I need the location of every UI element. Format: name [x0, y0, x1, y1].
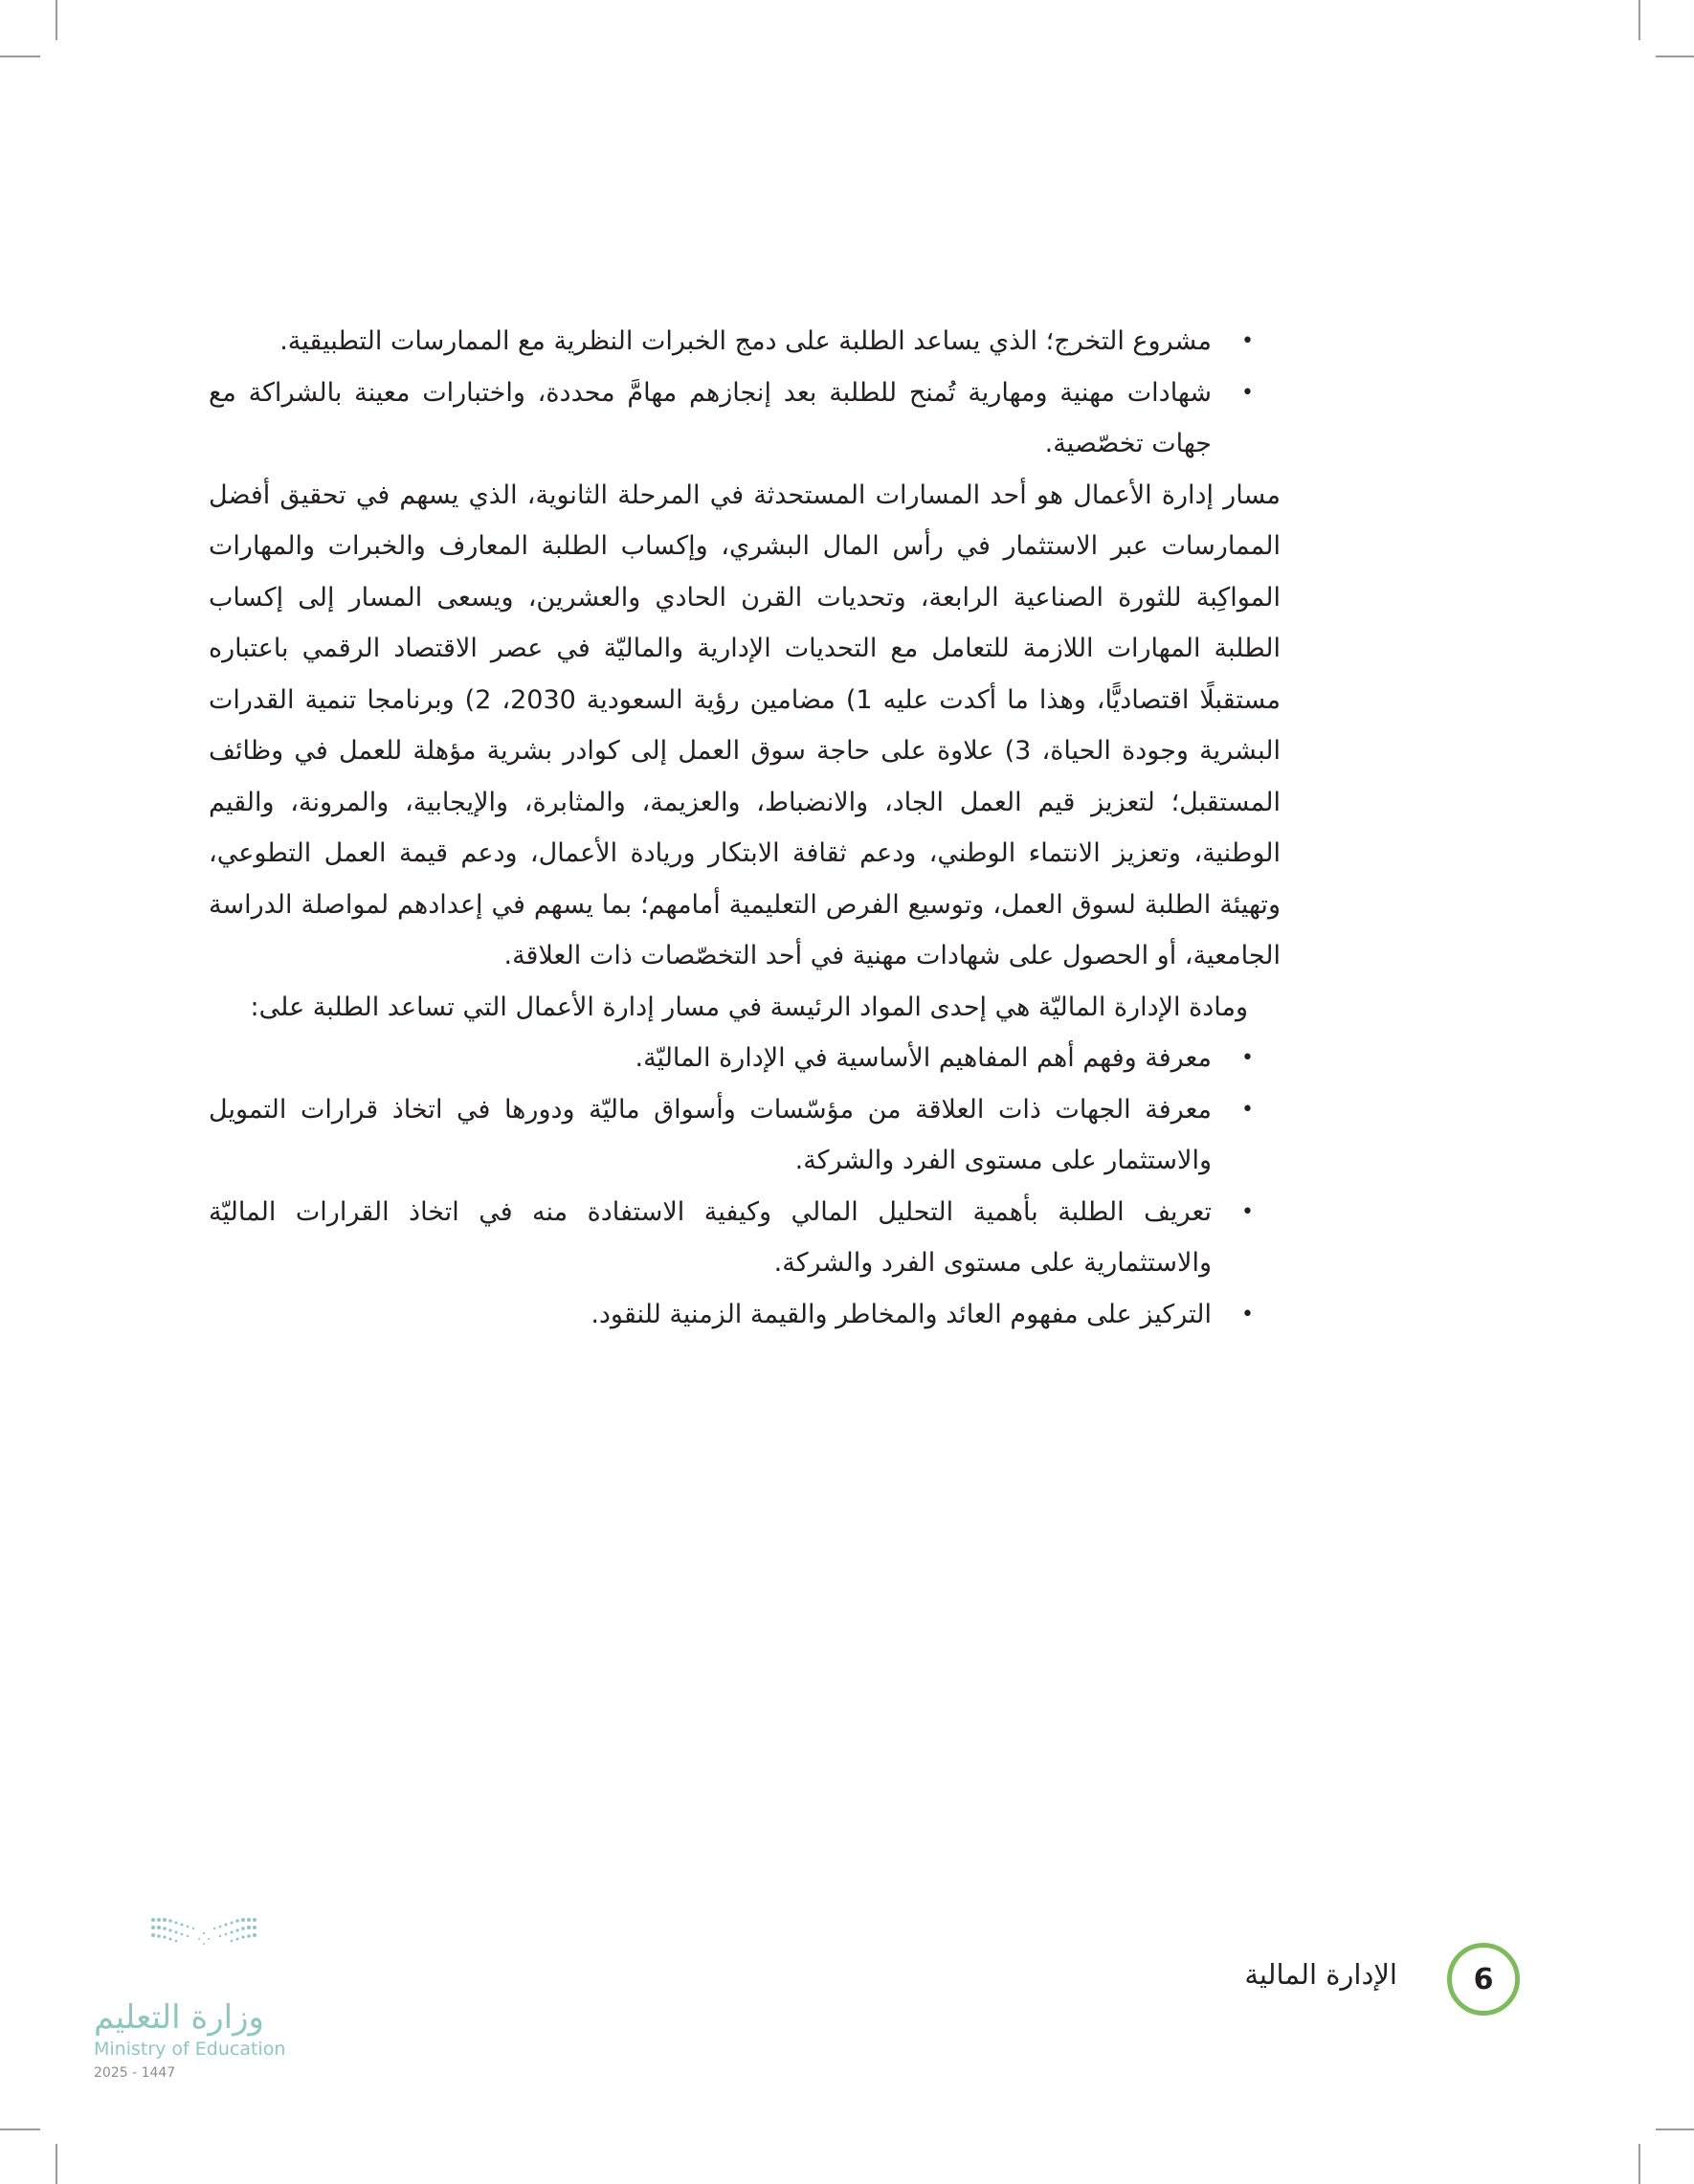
crop-mark-bottom-right-h	[1656, 2128, 1694, 2130]
bullet-icon: •	[1241, 329, 1254, 353]
bottom-bullet-list	[209, 1033, 1281, 1340]
bullet-icon: •	[1241, 1046, 1254, 1070]
logo-year-text: 2025 - 1447	[94, 2065, 176, 2081]
page-number: 6	[1447, 1943, 1520, 2016]
logo-english-text: Ministry of Education	[94, 2039, 286, 2060]
list-item: • معرفة الجهات ذات العلاقة من مؤسّسات وأسواق ماليّة ودورها في اتخاذ قرارات التمويل والاستثمار على مستوى الفرد والشركة.	[209, 1084, 1281, 1187]
crop-mark-bottom-right-v	[1638, 2144, 1640, 2184]
crop-mark-bottom-left-h	[0, 2128, 40, 2130]
page-body	[209, 316, 1281, 1340]
logo-arabic-text: وزارة التعليم	[94, 1998, 264, 2037]
list-item: • التركيز على مفهوم العائد والمخاطر والقيمة الزمنية للنقود.	[209, 1289, 1281, 1341]
bullet-icon: •	[1241, 1097, 1254, 1122]
list-item: • مشروع التخرج؛ الذي يساعد الطلبة على دمج الخبرات النظرية مع الممارسات التطبيقية.	[209, 316, 1281, 368]
crop-mark-bottom-left-v	[56, 2144, 57, 2184]
bullet-icon: •	[1241, 1199, 1254, 1224]
list-item: • تعريف الطلبة بأهمية التحليل المالي وكيفية الاستفادة منه في اتخاذ القرارات الماليّة والاستثمارية على مستوى الفرد والشركة.	[209, 1187, 1281, 1289]
crop-mark-top-left-h	[0, 56, 40, 57]
crop-mark-top-left-v	[56, 0, 57, 40]
crop-mark-top-right-v	[1638, 0, 1640, 40]
subject-paragraph: ومادة الإدارة الماليّة هي إحدى المواد الرئيسة في مسار إدارة الأعمال التي تساعد الطلبة على:	[250, 992, 1248, 1022]
list-item: • معرفة وفهم أهم المفاهيم الأساسية في الإدارة الماليّة.	[209, 1033, 1281, 1084]
crop-mark-top-right-h	[1656, 56, 1694, 57]
main-paragraph: مسار إدارة الأعمال هو أحد المسارات المستحدثة في المرحلة الثانوية، الذي يسهم في تحقيق أفضل الممارسات عبر الاستثمار في رأس المال البشري، وإكساب الطلبة المعارف والخبرات والمهارات المواكِبة للثورة الصناعية الرابعة، وتحديات القرن الحادي والعشرين، ويسعى المسار إلى إكساب الطلبة المهارات اللازمة للتعامل مع التحديات الإدارية والماليّة في عصر الاقتصاد الرقمي باعتباره مستقبلًا اقتصاديًّا، وهذا ما أكدت عليه 1) مضامين رؤية السعودية 2030، 2) وبرنامجا تنمية القدرات البشرية وجودة الحياة، 3) علاوة على حاجة سوق العمل إلى كوادر بشرية مؤهلة للعمل في وظائف المستقبل؛ لتعزيز قيم العمل الجاد، والانضباط، والعزيمة، والمثابرة، والإيجابية، والمرونة، والقيم الوطنية، وتعزيز الانتماء الوطني، ودعم ثقافة الابتكار وريادة الأعمال، ودعم قيمة العمل التطوعي، وتهيئة الطلبة لسوق العمل، وتوسيع الفرص التعليمية أمامهم؛ بما يسهم في إعدادهم لمواصلة الدراسة الجامعية، أو الحصول على شهادات مهنية في أحد التخصّصات ذات العلاقة.	[209, 479, 1282, 970]
bullet-icon: •	[1241, 1302, 1254, 1326]
ministry-logo-icon	[92, 1914, 322, 1991]
footer-book-title: الإدارة المالية	[1244, 1958, 1397, 1991]
list-item: • شهادات مهنية ومهارية تُمنح للطلبة بعد إنجازهم مهامَّ محددة، واختبارات معينة بالشراكة مع جهات تخصّصية.	[209, 368, 1281, 470]
top-bullet-list	[209, 316, 1281, 470]
bullet-icon: •	[1241, 380, 1254, 405]
